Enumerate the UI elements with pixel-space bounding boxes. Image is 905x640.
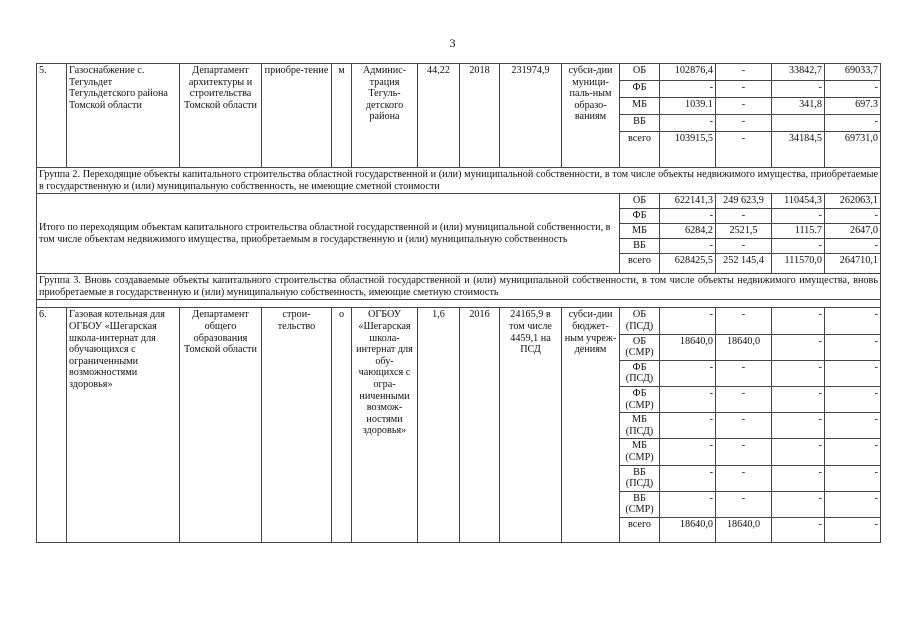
fin-value-year3: - <box>825 239 881 254</box>
fin-value-year1: - <box>716 465 772 491</box>
fin-value-year3: - <box>825 115 881 132</box>
fin-value-year3: 262063,1 <box>825 194 881 209</box>
fin-value-year2: - <box>772 413 825 439</box>
fin-value-year3: - <box>825 386 881 412</box>
group-2-total-row <box>37 194 881 209</box>
group-3-row <box>37 274 881 300</box>
estimated-cost: 24165,9 в том числе 4459,1 на ПСД <box>500 308 562 543</box>
capacity: 1,6 <box>418 308 460 543</box>
fin-value-year1: - <box>716 115 772 132</box>
fin-value-year3: 69033,7 <box>825 64 881 81</box>
fin-value-year1: - <box>716 308 772 334</box>
fin-value-total: - <box>660 413 716 439</box>
fund-source: ФБ (СМР) <box>620 386 660 412</box>
fin-value-year1: - <box>716 491 772 517</box>
customer: Департамент общего образования Томской области <box>180 308 262 543</box>
fund-source: МБ <box>620 98 660 115</box>
fin-value-year3: 69731,0 <box>825 132 881 168</box>
fin-value-year3: - <box>825 334 881 360</box>
fin-value-year2: - <box>772 360 825 386</box>
work-type: строи-тельство <box>262 308 332 543</box>
fin-value-year3: - <box>825 491 881 517</box>
fin-value-year2: 33842,7 <box>772 64 825 81</box>
fund-source: МБ (ПСД) <box>620 413 660 439</box>
fin-value-year1: - <box>716 439 772 465</box>
fin-value-total: 6284,2 <box>660 224 716 239</box>
fin-value-total: - <box>660 386 716 412</box>
fin-value-year2: - <box>772 209 825 224</box>
fin-value-year2: 111570,0 <box>772 254 825 274</box>
fin-value-total: - <box>660 239 716 254</box>
fin-value-total: - <box>660 81 716 98</box>
fin-value-total: 1039.1 <box>660 98 716 115</box>
fin-value-total: - <box>660 115 716 132</box>
fin-value-year3: - <box>825 465 881 491</box>
fin-value-total: 628425,5 <box>660 254 716 274</box>
fin-value-year2: - <box>772 517 825 542</box>
fin-value-year3: 264710,1 <box>825 254 881 274</box>
spacer-row <box>37 300 881 308</box>
fin-value-year1: - <box>716 132 772 168</box>
fin-value-year2: - <box>772 81 825 98</box>
fin-value-year1: - <box>716 98 772 115</box>
fin-value-total: 18640,0 <box>660 334 716 360</box>
fin-value-year2: 1115.7 <box>772 224 825 239</box>
group-3-title: Группа 3. Вновь создаваемые объекты капитального строительства областной государственной и (или) муниципальной собственности, в том числе объекты недвижимого имущества, вновь приобретаемые в государственную и (или) муниципальную собственность, имеющие сметную стоимость <box>37 274 881 300</box>
fin-value-year2: 341,8 <box>772 98 825 115</box>
fund-source: ОБ (ПСД) <box>620 308 660 334</box>
fund-source: ОБ <box>620 194 660 209</box>
table-body <box>37 64 881 543</box>
object-row-6 <box>37 308 881 334</box>
investment-table <box>36 63 881 543</box>
fin-value-total: 622141,3 <box>660 194 716 209</box>
fin-value-year1: 2521,5 <box>716 224 772 239</box>
fin-value-year3: - <box>825 209 881 224</box>
fund-source: всего <box>620 254 660 274</box>
fund-source: всего <box>620 132 660 168</box>
fin-value-total: - <box>660 209 716 224</box>
fin-value-year1: - <box>716 413 772 439</box>
spacer-cell <box>37 300 881 308</box>
fin-value-total: - <box>660 465 716 491</box>
fund-source: МБ <box>620 224 660 239</box>
fin-value-year2: - <box>772 491 825 517</box>
fin-value-year1: 18640,0 <box>716 517 772 542</box>
fin-value-total: - <box>660 308 716 334</box>
fund-source: ФБ <box>620 81 660 98</box>
fin-value-year2 <box>772 115 825 132</box>
fin-value-year2: 34184,5 <box>772 132 825 168</box>
row-number: 6. <box>37 308 67 543</box>
fin-value-total: - <box>660 439 716 465</box>
recipient: ОГБОУ «Шегарская школа-интернат для обу-чающихся с огра-ниченными возмож-ностями здоровья» <box>352 308 418 543</box>
page-number: 3 <box>449 36 456 50</box>
fin-value-year1: 249 623,9 <box>716 194 772 209</box>
completion-year: 2018 <box>460 64 500 168</box>
fin-value-year3: - <box>825 413 881 439</box>
fin-value-year2: - <box>772 386 825 412</box>
fin-value-year1: - <box>716 209 772 224</box>
capacity: 44,22 <box>418 64 460 168</box>
fin-value-total: - <box>660 491 716 517</box>
fin-value-year2: 110454,3 <box>772 194 825 209</box>
fin-value-year1: - <box>716 360 772 386</box>
fund-source: ФБ (ПСД) <box>620 360 660 386</box>
fin-value-year1: - <box>716 64 772 81</box>
fin-value-year1: 252 145,4 <box>716 254 772 274</box>
unit: о <box>332 308 352 543</box>
funding-form: субси-дии бюджет-ным учреж-дениям <box>562 308 620 543</box>
object-name: Газоснабжение с. Тегульдет Тегульдетского района Томской области <box>67 64 180 168</box>
object-row-5 <box>37 64 881 81</box>
completion-year: 2016 <box>460 308 500 543</box>
fin-value-year3: 2647,0 <box>825 224 881 239</box>
fin-value-year3: - <box>825 517 881 542</box>
fund-source: ФБ <box>620 209 660 224</box>
object-name: Газовая котельная для ОГБОУ «Шегарская школа-интернат для обучающихся с ограниченными возможностями здоровья» <box>67 308 180 543</box>
funding-form: субси-дии муници-паль-ным образо-ваниям <box>562 64 620 168</box>
fund-source: ОБ (СМР) <box>620 334 660 360</box>
fin-value-year3: - <box>825 360 881 386</box>
fund-source: ВБ <box>620 239 660 254</box>
recipient: Админис-трация Тегуль-детского района <box>352 64 418 168</box>
fin-value-year1: - <box>716 239 772 254</box>
fin-value-year3: - <box>825 81 881 98</box>
fund-source: ВБ (СМР) <box>620 491 660 517</box>
fin-value-year3: - <box>825 308 881 334</box>
fund-source: ВБ <box>620 115 660 132</box>
estimated-cost: 231974,9 <box>500 64 562 168</box>
fin-value-year1: 18640,0 <box>716 334 772 360</box>
group-2-total-label: Итого по переходящим объектам капитального строительства областной государственной и (или) муниципальной собственности, в том числе объектам недвижимого имущества, приобретаемым в государственную и (или) муниципальную собственность <box>37 194 620 274</box>
fin-value-total: 18640,0 <box>660 517 716 542</box>
customer: Департамент архитектуры и строительства Томской области <box>180 64 262 168</box>
fin-value-year3: 697.3 <box>825 98 881 115</box>
fin-value-total: - <box>660 360 716 386</box>
fin-value-total: 102876,4 <box>660 64 716 81</box>
row-number: 5. <box>37 64 67 168</box>
group-2-title: Группа 2. Переходящие объекты капитального строительства областной государственной и (или) муниципальной собственности, в том числе объекты недвижимого имущества, приобретаемые в государственную и (или) муниципальную собственность, не имеющие сметной стоимости <box>37 168 881 194</box>
fin-value-total: 103915,5 <box>660 132 716 168</box>
unit: м <box>332 64 352 168</box>
work-type: приобре-тение <box>262 64 332 168</box>
fin-value-year2: - <box>772 308 825 334</box>
fund-source: всего <box>620 517 660 542</box>
fin-value-year2: - <box>772 465 825 491</box>
fin-value-year2: - <box>772 334 825 360</box>
fin-value-year1: - <box>716 81 772 98</box>
fund-source: ОБ <box>620 64 660 81</box>
fund-source: МБ (СМР) <box>620 439 660 465</box>
group-2-row <box>37 168 881 194</box>
fin-value-year1: - <box>716 386 772 412</box>
fund-source: ВБ (ПСД) <box>620 465 660 491</box>
fin-value-year3: - <box>825 439 881 465</box>
fin-value-year2: - <box>772 239 825 254</box>
fin-value-year2: - <box>772 439 825 465</box>
